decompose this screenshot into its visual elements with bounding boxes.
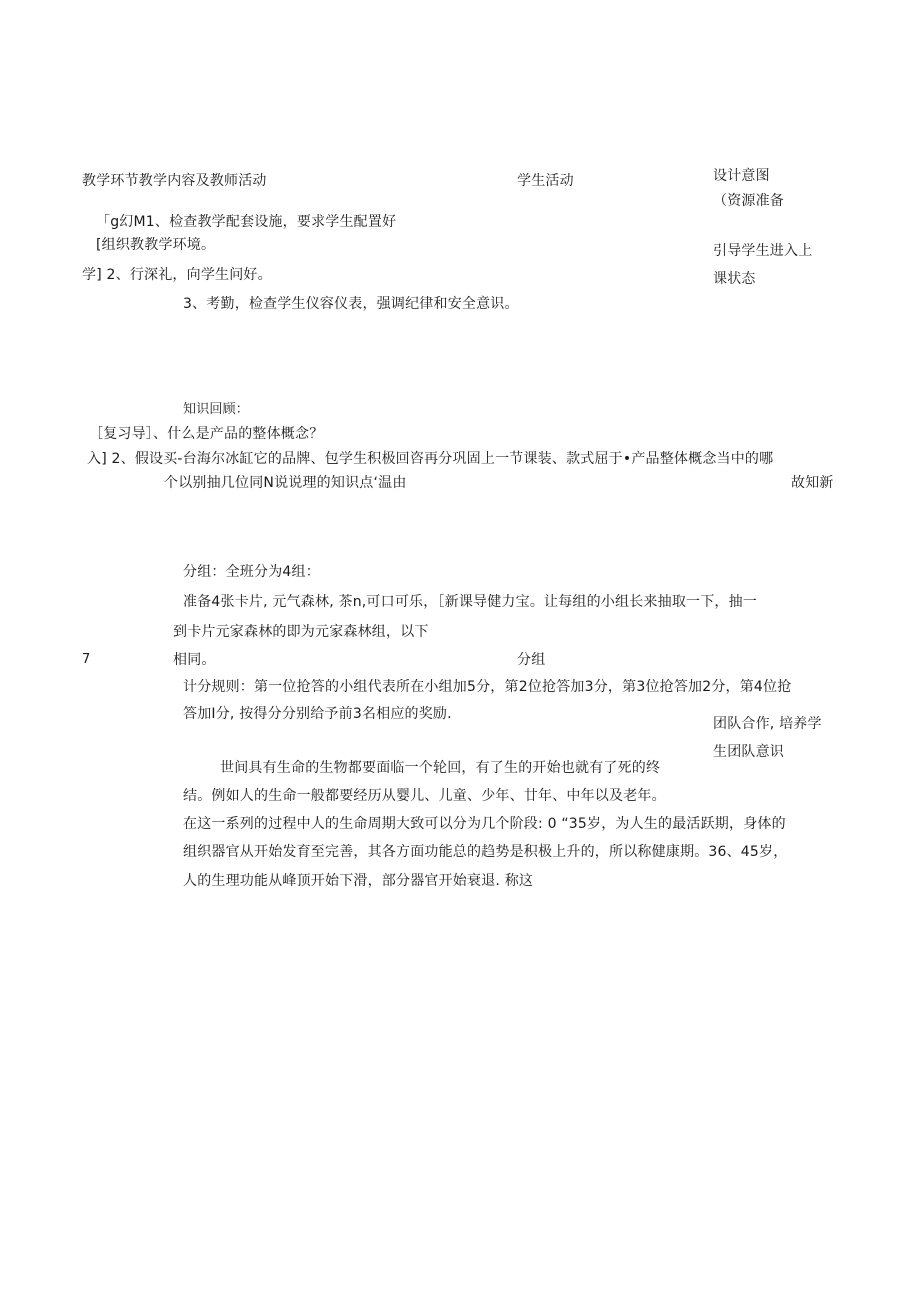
header-design-intent: 设计意图 bbox=[713, 168, 770, 184]
section3-number: 7 bbox=[82, 652, 91, 667]
section1-intent-guide: 引导学生进入上 bbox=[713, 243, 813, 259]
section3-student-activity: 分组 bbox=[517, 652, 546, 668]
section4-line3: 在这一系列的过程中人的生命周期大致可以分为几个阶段: 0 “35岁，为人生的最活跃期，身体的 bbox=[183, 816, 786, 832]
section2-line2: 入] 2、假设买-台海尔冰缸它的品牌、包学生积极回咨再分巩固上一节课装、款式屈于•产品整体概念当中的哪 bbox=[87, 451, 774, 467]
section3-intent-team: 团队合作, 培养学 bbox=[713, 716, 822, 732]
section4-line4: 组织器官从开始发育至完善，其各方面功能总的趋势是积极上升的，所以称健康期。36、45岁， bbox=[183, 844, 788, 860]
section3-rule2: 答加Ⅰ分, 按得分分别给予前3名相应的奖励. bbox=[183, 706, 452, 722]
section1-line4: 3、考勤，检查学生仪容仪表，强调纪律和安全意识。 bbox=[183, 296, 519, 312]
header-teaching-content: 教学环节教学内容及教师活动 bbox=[82, 173, 267, 189]
section3-heading: 分组：全班分为4组： bbox=[183, 564, 320, 580]
section4-line1: 世间具有生命的生物都要面临一个轮回，有了生的开始也就有了死的终 bbox=[220, 760, 661, 776]
section3-line3: 相同。 bbox=[173, 652, 216, 668]
section1-line3: 学] 2、行深礼，向学生问好。 bbox=[82, 267, 272, 283]
section3-intent-awareness: 生团队意识 bbox=[713, 744, 784, 760]
section2-heading: 知识回顾： bbox=[183, 402, 250, 417]
section1-intent-state: 课状态 bbox=[713, 271, 756, 287]
section1-line1: 「g幻M1、检查教学配套设施，要求学生配置好 bbox=[96, 214, 397, 230]
section1-intent-resource: （资源准备 bbox=[713, 193, 784, 209]
section2-line3: 个以别抽几位同N说说理的知识点‘温由 bbox=[164, 475, 407, 491]
section2-line1: ［复习导］、什么是产品的整体概念？ bbox=[89, 426, 324, 442]
section4-line5: 人的生理功能从峰顶开始下滑，部分器官开始衰退. 称这 bbox=[183, 873, 534, 889]
section3-line2: 到卡片元家森林的即为元家森林组，以下 bbox=[173, 624, 429, 640]
section3-rule1: 计分规则：第一位抢答的小组代表所在小组加5分，第2位抢答加3分，第3位抢答加2分，第4位抢 bbox=[183, 679, 792, 695]
section1-line2: [组织教教学环境。 bbox=[96, 237, 216, 253]
section4-line2: 结。例如人的生命一般都要经历从婴儿、儿童、少年、廿年、中年以及老年。 bbox=[183, 788, 666, 804]
section2-intent: 故知新 bbox=[791, 475, 834, 491]
section3-line1: 准备4张卡片, 元气森林, 茶n,可口可乐，［新课导健力宝。让每组的小组长来抽取一下，抽一 bbox=[183, 594, 758, 610]
header-student-activity: 学生活动 bbox=[517, 173, 574, 189]
